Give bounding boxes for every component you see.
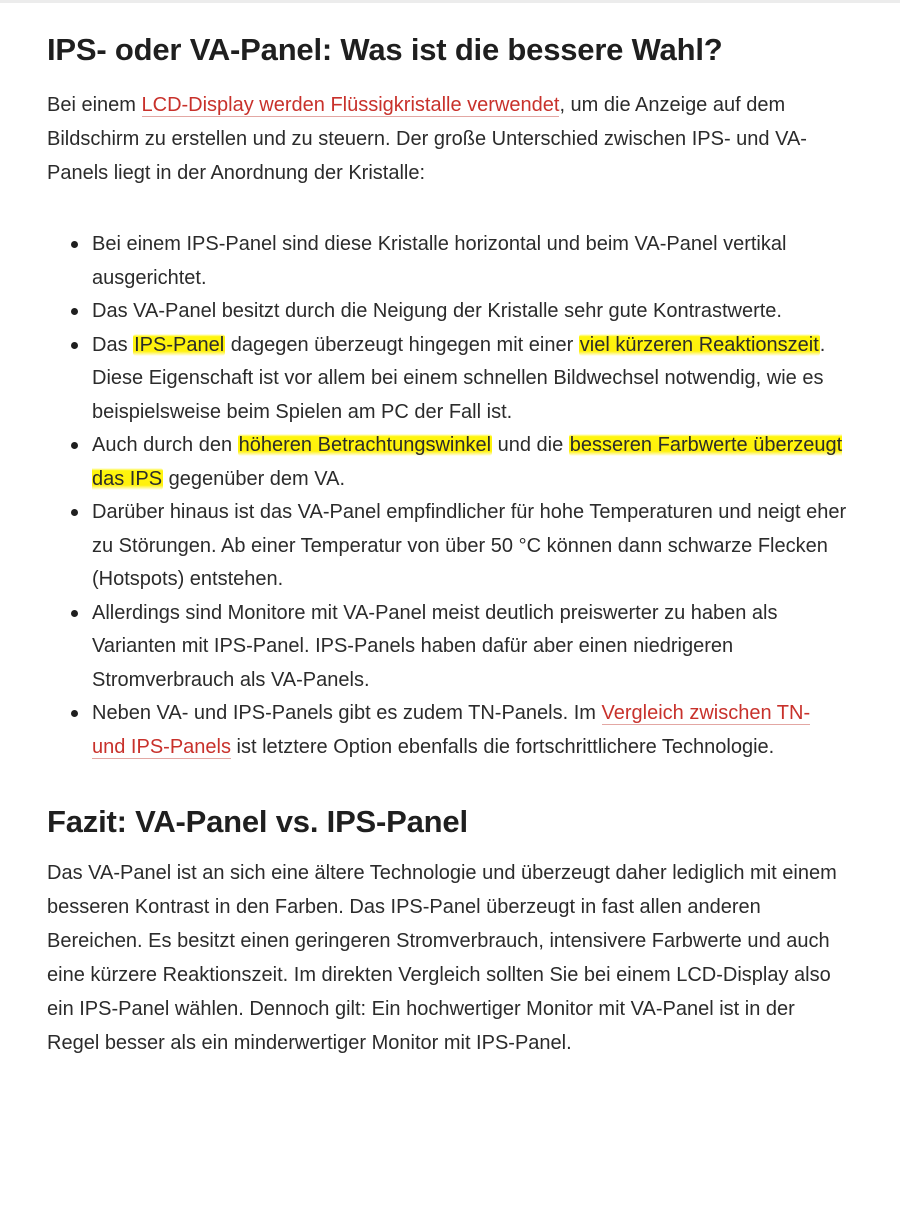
list-item [92, 295, 847, 329]
conclusion-paragraph: Das VA-Panel ist an sich eine ältere Technologie und überzeugt daher lediglich mit einem besseren Kontrast in den Farben. Das IPS-Panel überzeugt in fast allen anderen Bereichen. Es besitzt einen geringeren Stromverbrauch, intensivere Farbwerte und auch eine kürzere Reaktionszeit. Im direkten Vergleich sollten Sie bei einem LCD-Display also ein IPS-Panel wählen. Dennoch gilt: Ein hochwertiger Monitor mit VA-Panel ist in der Regel besser als ein minderwertiger Monitor mit IPS-Panel. [47, 862, 837, 1054]
link-lcd-display[interactable]: LCD-Display werden Flüssigkristalle verwendet [141, 94, 560, 116]
intro-text-before: Bei einem [47, 94, 142, 116]
list-item-text: Allerdings sind Monitore mit VA-Panel meist deutlich preiswerter zu haben als Varianten mit IPS-Panel. IPS-Panels haben dafür aber einen niedrigeren Stromverbrauch als VA-Panels. [92, 601, 778, 691]
link-tn-vs-ips[interactable]: Vergleich zwischen TN- und IPS-Panels [92, 702, 811, 758]
top-border [0, 0, 900, 3]
list-item-text: Das [92, 333, 134, 356]
list-item-text: gegenüber dem VA. [163, 467, 346, 490]
list-item [92, 228, 847, 295]
list-item-text: und die [492, 434, 569, 456]
highlight-color-values: besseren Farbwerte überzeugt das IPS [92, 434, 843, 490]
list-item-text: ist letztere Option ebenfalls die fortschrittlichere Technologie. [230, 735, 775, 758]
list-item-text: . Diese Eigenschaft ist vor allem bei einem schnellen Bildwechsel notwendig, wie es beispielsweise beim Spielen am PC der Fall ist. [92, 333, 826, 423]
highlight-viewing-angle: höheren Betrachtungswinkel [238, 434, 492, 456]
list-item-text: Darüber hinaus ist das VA-Panel empfindlicher für hohe Temperaturen und neigt eher zu Störungen. Ab einer Temperatur von über 50 °C können dann schwarze Flecken (Hotspots) entstehen. [92, 501, 847, 590]
list-item-text: Das VA-Panel besitzt durch die Neigung der Kristalle sehr gute Kontrastwerte. [92, 300, 782, 322]
list-item-text: Neben VA- und IPS-Panels gibt es zudem TN-Panels. Im [92, 702, 602, 724]
highlight-ips-panel: IPS-Panel [134, 333, 225, 356]
heading-fazit: Fazit: VA-Panel vs. IPS-Panel [47, 804, 468, 839]
list-item [92, 496, 847, 597]
intro-text-after: , um die Anzeige auf dem Bildschirm zu erstellen und zu steuern. Der große Unterschied zwischen IPS- und VA-Panels liegt in der Anordnung der Kristalle: [47, 94, 807, 184]
article [47, 28, 847, 1060]
list-item [92, 429, 847, 496]
list-item-text: dagegen überzeugt hingegen mit einer [225, 333, 579, 356]
comparison-list [47, 228, 847, 764]
highlight-reaction-time: viel kürzeren Reaktionszeit [579, 333, 819, 356]
list-item [92, 597, 847, 698]
list-item-text: Bei einem IPS-Panel sind diese Kristalle horizontal und beim VA-Panel vertikal ausgerichtet. [92, 233, 787, 289]
list-item-text: Auch durch den [92, 434, 238, 456]
list-item [92, 329, 847, 430]
intro-paragraph [47, 88, 847, 190]
list-item [92, 697, 847, 764]
heading-ips-vs-va: IPS- oder VA-Panel: Was ist die bessere Wahl? [47, 32, 723, 67]
